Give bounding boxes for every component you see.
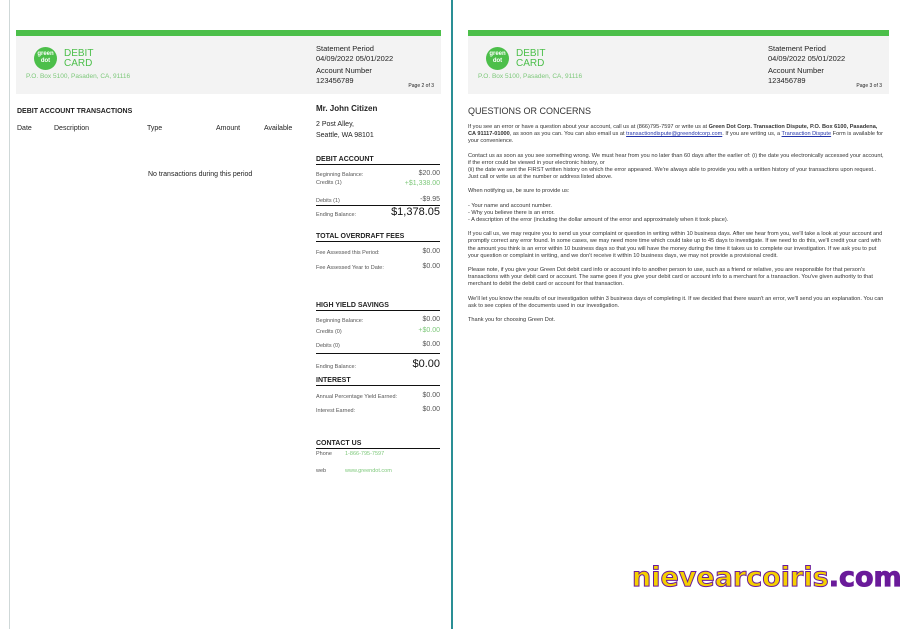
brand-line: CARD xyxy=(64,58,93,69)
questions-body xyxy=(468,124,884,331)
value: $1,378.05 xyxy=(391,206,440,218)
label: Credits (0) xyxy=(316,329,342,335)
col-amount: Amount xyxy=(216,125,241,132)
statement-meta xyxy=(316,44,393,85)
value: $20.00 xyxy=(418,170,440,177)
savings-title: HIGH YIELD SAVINGS xyxy=(316,302,440,311)
label: Credits (1) xyxy=(316,180,342,186)
paragraph: Thank you for choosing Green Dot. xyxy=(468,317,556,324)
text: (ii) the date we sent the FIRST written history on which the error appeared. We're always able to provide you with a written history of your transactions upon request.. Just call or write us at the number or address listed above. xyxy=(468,167,877,181)
interest-apy xyxy=(316,394,440,400)
account-label: Account Number xyxy=(768,66,824,75)
address-line: Seattle, WA 98101 xyxy=(316,132,374,139)
page-number: Page 2 of 3 xyxy=(408,83,434,89)
watermark xyxy=(632,562,902,593)
page-number: Page 3 of 3 xyxy=(856,83,882,89)
value: $0.00 xyxy=(422,392,440,399)
brand-line: CARD xyxy=(516,58,545,69)
address-line: 2 Post Alley, xyxy=(316,121,355,128)
label: Ending Balance: xyxy=(316,212,357,218)
label: Debits (0) xyxy=(316,343,340,349)
label: Interest Earned: xyxy=(316,408,356,414)
label: Ending Balance: xyxy=(316,364,357,370)
empty-message: No transactions during this period xyxy=(148,171,253,178)
company-address: P.O. Box 5100, Pasaden, CA, 91116 xyxy=(26,73,131,80)
value: $0.00 xyxy=(422,406,440,413)
customer-address xyxy=(316,119,374,141)
debit-credits xyxy=(316,180,440,186)
label: Beginning Balance: xyxy=(316,318,364,324)
period-label: Statement Period xyxy=(316,44,374,53)
interest-title: INTEREST xyxy=(316,377,440,386)
text: If you see an error or have a question about your account, call us at (866)795-7597 or write us at xyxy=(468,124,709,130)
col-type: Type xyxy=(147,125,163,132)
paragraph xyxy=(468,153,884,182)
label: Annual Percentage Yield Earned: xyxy=(316,394,398,400)
period-value: 04/09/2022 05/01/2022 xyxy=(768,53,846,63)
label: Fee Assessed this Period: xyxy=(316,250,380,256)
statement-meta xyxy=(768,44,845,85)
bullet: - A description of the error (including the dollar amount of the error and approximately when it took place). xyxy=(468,217,729,224)
value: +$0.00 xyxy=(418,327,440,334)
statement-page-2 xyxy=(16,30,441,630)
brand-line: DEBIT xyxy=(64,48,94,59)
dispute-form-link[interactable]: Transaction Dispute xyxy=(781,131,832,138)
statement-header xyxy=(16,36,441,94)
watermark-text: nievearcoiris xyxy=(632,562,829,593)
phone-value[interactable]: 1-866-795-7597 xyxy=(345,451,385,457)
value: $0.00 xyxy=(422,263,440,270)
questions-title: QUESTIONS OR CONCERNS xyxy=(468,106,592,116)
account-value: 123456789 xyxy=(316,75,354,85)
period-value: 04/09/2022 05/01/2022 xyxy=(316,53,394,63)
label: Fee Assessed Year to Date: xyxy=(316,265,384,271)
paragraph xyxy=(468,124,884,146)
period-label: Statement Period xyxy=(768,44,826,53)
value: $0.00 xyxy=(422,248,440,255)
label: web xyxy=(316,468,327,474)
dispute-address: Green Dot Corp. Transaction Dispute, P.O. Box 6100, Pasadena, CA 91117-01000 xyxy=(468,124,878,138)
paragraph: We'll let you know the results of our investigation within 3 business days of completing it. If we decided that there wasn't an error, we'll send you an explanation. You can ask to see copies of the documents used in our investigation. xyxy=(468,295,884,309)
brand-title xyxy=(516,49,545,69)
debit-account-title: DEBIT ACCOUNT xyxy=(316,156,440,165)
text: Contact us as soon as you see something wrong. We must hear from you no later than 60 days after the earlier of: (i) the date you electronically accessed your account, if the error could be viewed in your electronic history, or xyxy=(468,152,884,166)
brand-title xyxy=(64,49,93,69)
transactions-title: DEBIT ACCOUNT TRANSACTIONS xyxy=(17,108,133,115)
bullet: - Why you believe there is an error. xyxy=(468,209,555,216)
green-dot-logo: green dot xyxy=(34,47,57,70)
debit-ending xyxy=(316,206,440,218)
watermark-domain: .com xyxy=(828,562,902,593)
interest-earned xyxy=(316,408,440,414)
savings-debits xyxy=(316,343,440,349)
paragraph: If you call us, we may require you to send us your complaint or question in writing within 10 business days. After we hear from you, we'll take a look at your account and promptly correct any error found. In some cases, we may need more time which could take up to 45 days to investigate. If we need to do this, we'll credit your card with the amount you think is an error within 10 business days so that you will have the money during the time it takes us to complete our investigation. If we ask you to put your question or complaint in writing, and we don't receive it within 10 business days, we may not provide a provisional credit. xyxy=(468,231,883,259)
page-divider xyxy=(451,0,453,629)
email-link[interactable]: transactiondispute@greendotcorp.com xyxy=(626,131,723,138)
account-value: 123456789 xyxy=(768,75,806,85)
company-address: P.O. Box 5100, Pasaden, CA, 91116 xyxy=(478,73,583,80)
debit-beginning xyxy=(316,172,440,178)
statement-page-3 xyxy=(468,30,889,630)
text: . If you are writing us, a xyxy=(722,131,782,138)
savings-credits xyxy=(316,329,440,335)
web-link[interactable]: www.greendot.com xyxy=(345,468,392,474)
brand-line: DEBIT xyxy=(516,48,546,59)
bullet-list xyxy=(468,203,884,225)
value: -$9.95 xyxy=(420,196,440,203)
overdraft-period xyxy=(316,250,440,256)
bullet: - Your name and account number. xyxy=(468,202,552,209)
green-dot-logo: green dot xyxy=(486,47,509,70)
contact-web xyxy=(316,468,440,474)
text: , as soon as you can. You can also email us at xyxy=(509,131,627,138)
col-date: Date xyxy=(17,125,32,132)
debit-debits xyxy=(316,198,440,204)
contact-phone xyxy=(316,451,440,457)
account-label: Account Number xyxy=(316,66,372,75)
savings-ending xyxy=(316,358,440,370)
value: $0.00 xyxy=(422,341,440,348)
label: Phone xyxy=(316,451,332,457)
divider xyxy=(316,353,440,354)
label: Beginning Balance: xyxy=(316,172,364,178)
page-edge xyxy=(9,0,10,629)
value: $0.00 xyxy=(412,358,440,370)
contact-title: CONTACT US xyxy=(316,440,440,449)
customer-name: Mr. John Citizen xyxy=(316,104,378,113)
col-description: Description xyxy=(54,125,90,132)
paragraph: When notifying us, be sure to provide us: xyxy=(468,188,570,195)
value: $0.00 xyxy=(422,316,440,323)
savings-beginning xyxy=(316,318,440,324)
overdraft-ytd xyxy=(316,265,440,271)
value: +$1,338.00 xyxy=(404,180,440,187)
statement-header xyxy=(468,36,889,94)
paragraph: Please note, if you give your Green Dot debit card info or account info to another person to use, such as a friend or relative, you are responsible for that person's transactions with your debit card or account. The same goes if you give your debit card or account info to a merchant for a transaction. You've given authority to that merchant to debit the debit card or account for that transaction. xyxy=(468,267,873,288)
col-available: Available xyxy=(264,125,293,132)
overdraft-title: TOTAL OVERDRAFT FEES xyxy=(316,233,440,242)
text: Form is available for your convenience. xyxy=(468,131,884,145)
label: Debits (1) xyxy=(316,198,340,204)
